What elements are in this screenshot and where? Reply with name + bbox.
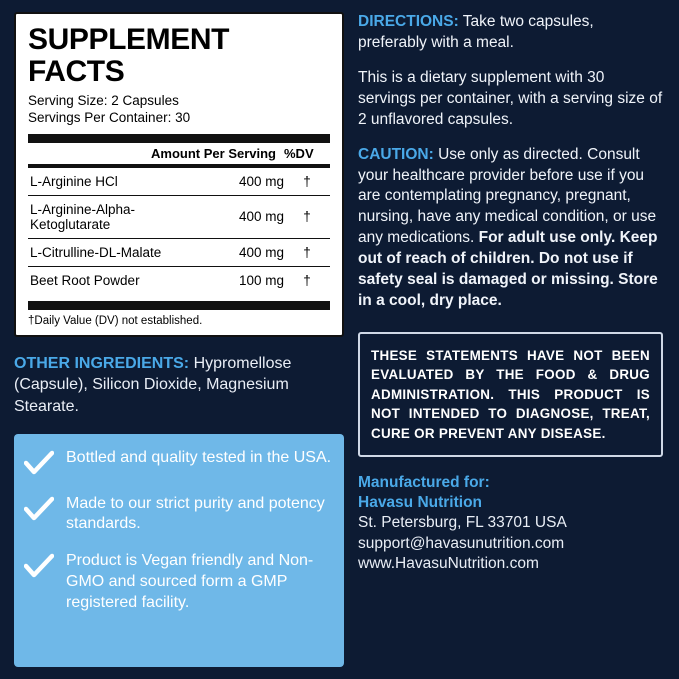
directions-block	[358, 12, 663, 54]
benefits-panel	[14, 434, 344, 667]
column-header-dv: %DV	[284, 145, 314, 161]
ingredient-dv: †	[303, 209, 311, 225]
serving-size: Serving Size: 2 Capsules	[28, 93, 179, 108]
table-row	[28, 196, 330, 238]
caution-block	[358, 145, 663, 312]
divider-thick	[28, 134, 330, 143]
caution-heading: CAUTION:	[358, 145, 434, 163]
servings-per-container: Servings Per Container: 30	[28, 109, 191, 125]
manufactured-for-label: Manufactured for:	[358, 474, 490, 492]
other-ingredients-text: Hypromellose (Capsule), Silicon Dioxide, Magnesium Stearate.	[14, 354, 292, 415]
check-icon	[22, 551, 56, 581]
column-header-amount: Amount Per Serving	[151, 145, 276, 161]
ingredient-amount: 100 mg	[238, 272, 284, 288]
fda-disclaimer-box	[358, 332, 663, 457]
ingredient-amount: 400 mg	[238, 244, 284, 260]
manufacturer-email[interactable]: support@havasunutrition.com	[358, 534, 565, 552]
manufacturer-name: Havasu Nutrition	[358, 494, 483, 512]
supplement-facts-panel	[14, 12, 344, 337]
check-icon	[22, 494, 56, 524]
list-item	[22, 494, 334, 536]
ingredient-amount: 400 mg	[238, 209, 284, 225]
caution-text-bold: For adult use only. Keep out of reach of children. Do not use if safety seal is damaged or missing. Store in a cool, dry place.	[358, 229, 658, 310]
ingredient-dv: †	[303, 173, 311, 189]
caution-text: Use only as directed. Consult your healthcare provider before use if you are contemplating pregnancy, pregnant, nursing, have any medical condition, or use any medications.	[358, 145, 657, 247]
benefit-text: Bottled and quality tested in the USA.	[66, 448, 332, 466]
list-item	[22, 448, 334, 478]
ingredient-amount: 400 mg	[238, 173, 284, 189]
supplement-facts-title: SUPPLEMENT FACTS	[28, 23, 230, 88]
manufacturer-website[interactable]: www.HavasuNutrition.com	[358, 554, 539, 572]
daily-value-footnote: †Daily Value (DV) not established.	[28, 314, 203, 327]
directions-text: Take two capsules, preferably with a meal.	[358, 13, 594, 51]
benefit-text: Made to our strict purity and potency standards.	[66, 494, 325, 533]
table-row	[28, 239, 330, 266]
left-column	[14, 12, 344, 667]
list-item	[22, 551, 334, 613]
divider-thick	[28, 301, 330, 310]
directions-heading: DIRECTIONS:	[358, 13, 459, 30]
directions-paragraph: This is a dietary supplement with 30 servings per container, with a serving size of 2 unflavored capsules.	[358, 68, 663, 128]
other-ingredients	[14, 353, 344, 418]
fda-disclaimer-text: THESE STATEMENTS HAVE NOT BEEN EVALUATED BY THE FOOD & DRUG ADMINISTRATION. THIS PRODUCT IS NOT INTENDED TO DIAGNOSE, TREAT, CURE OR PREVENT ANY DISEASE.	[371, 347, 650, 441]
ingredient-name: L-Arginine HCl	[30, 173, 118, 189]
ingredient-name: Beet Root Powder	[30, 272, 140, 288]
ingredient-name: L-Citrulline-DL-Malate	[30, 244, 162, 260]
manufacturer-address: St. Petersburg, FL 33701 USA	[358, 514, 567, 532]
supplement-facts-header-row	[28, 143, 330, 164]
ingredient-name: L-Arginine-Alpha-Ketoglutarate	[30, 201, 136, 232]
table-row	[28, 267, 330, 294]
table-row	[28, 168, 330, 195]
ingredient-dv: †	[303, 244, 311, 260]
benefit-text: Product is Vegan friendly and Non-GMO and sourced form a GMP registered facility.	[66, 552, 314, 611]
manufacturer-block	[358, 473, 663, 574]
right-column	[358, 12, 663, 667]
other-ingredients-heading: OTHER INGREDIENTS:	[14, 354, 190, 372]
check-icon	[22, 448, 56, 478]
ingredient-dv: †	[303, 272, 311, 288]
